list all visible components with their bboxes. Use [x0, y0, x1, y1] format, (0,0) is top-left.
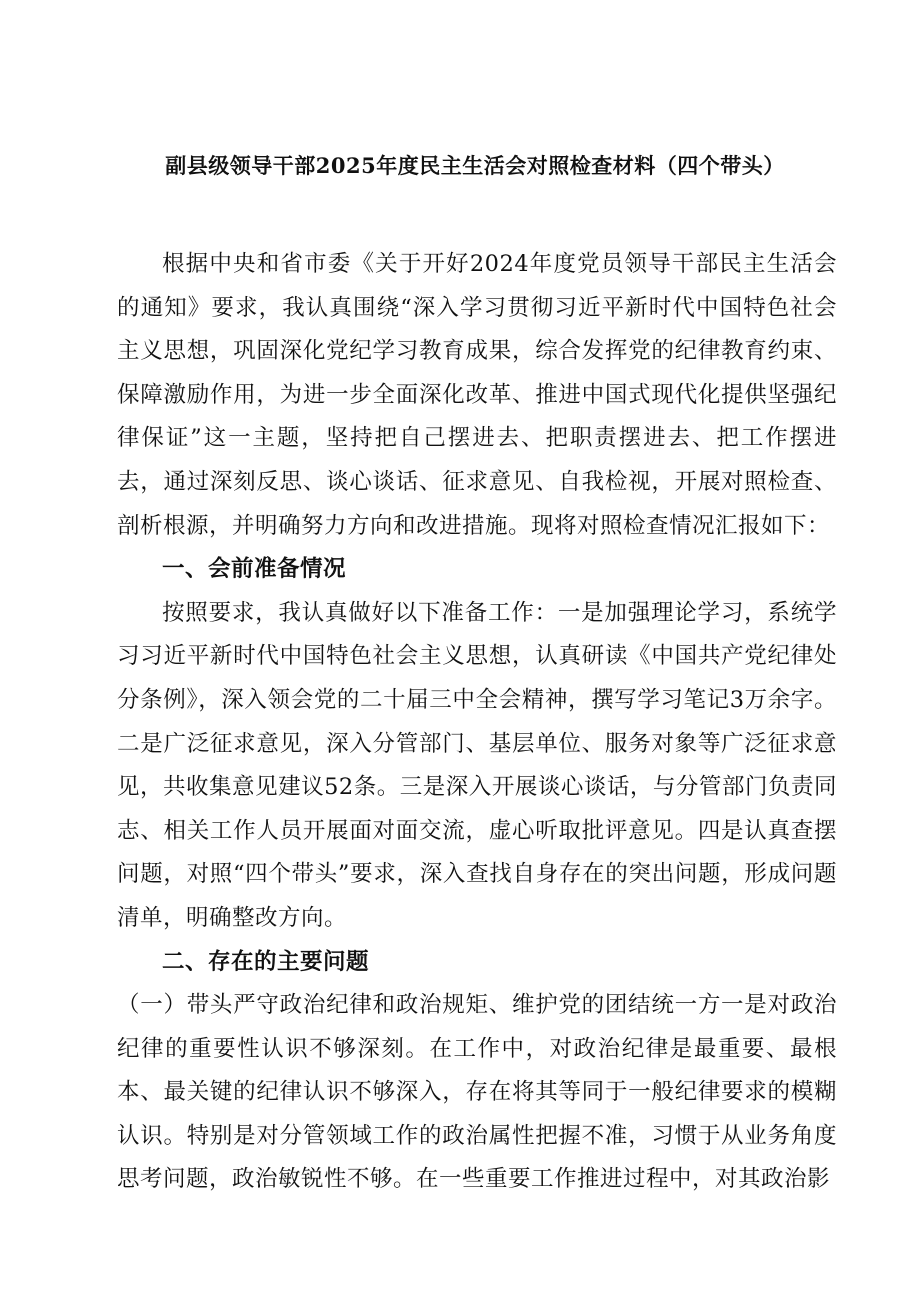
preparation-paragraph: 按照要求，我认真做好以下准备工作：一是加强理论学习，系统学习习近平新时代中国特色社会主义思想，认真研读《中国共产党纪律处分条例》，深入领会党的二十届三中全会精神，撰写学习笔记3万余字。二是广泛征求意见，深入分管部门、基层单位、服务对象等广泛征求意见，共收集意见建议52条。三是深入开展谈心谈话，与分管部门负责同志、相关工作人员开展面对面交流，虚心听取批评意见。四是认真查摆问题，对照“四个带头”要求，深入查找自身存在的突出问题，形成问题清单，明确整改方向。: [117, 599, 837, 931]
problems-paragraph: （一）带头严守政治纪律和政治规矩、维护党的团结统一方一是对政治纪律的重要性认识不够深刻。在工作中，对政治纪律是最重要、最根本、最关键的纪律认识不够深入，存在将其等同于一般纪律要求的模糊认识。特别是对分管领域工作的政治属性把握不准，习惯于从业务角度思考问题，政治敏锐性不够。在一些重要工作推进过程中，对其政治影: [117, 992, 837, 1193]
section-heading-preparation: 一、会前准备情况: [162, 556, 347, 583]
intro-paragraph: 根据中央和省市委《关于开好2024年度党员领导干部民主生活会的通知》要求，我认真围绕“深入学习贯彻习近平新时代中国特色社会主义思想，巩固深化党纪学习教育成果，综合发挥党的纪律教育约束、保障激励作用，为进一步全面深化改革、推进中国式现代化提供坚强纪律保证”这一主题，坚持把自己摆进去、把职责摆进去、把工作摆进去，通过深刻反思、谈心谈话、征求意见、自我检视，开展对照检查、剖析根源，并明确努力方向和改进措施。现将对照检查情况汇报如下：: [117, 251, 837, 539]
section-heading-problems: 二、存在的主要问题: [162, 948, 370, 975]
document-body: [117, 243, 837, 1202]
document-title: 副县级领导干部2025年度民主生活会对照检查材料（四个带头）: [165, 153, 785, 178]
